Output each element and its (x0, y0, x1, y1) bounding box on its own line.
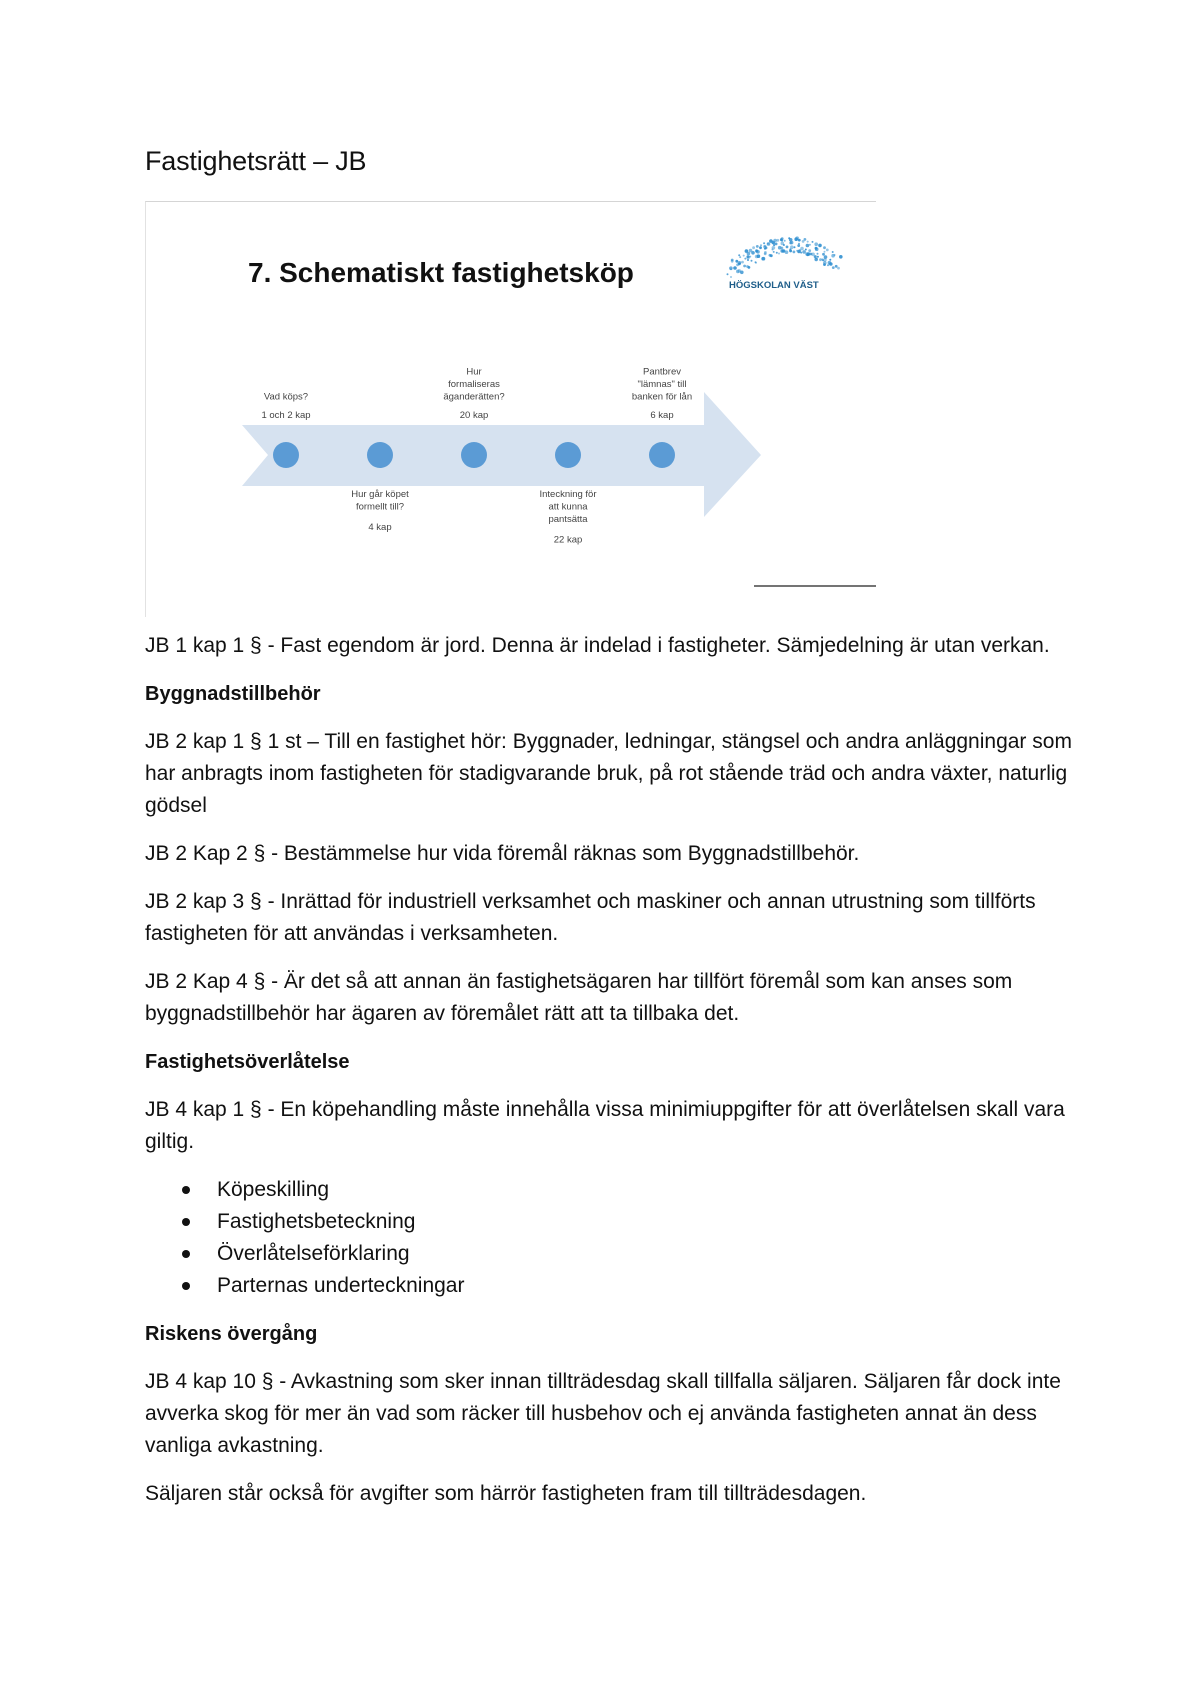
timeline-dot (555, 442, 581, 468)
paragraph-jb1-1: JB 1 kap 1 § - Fast egendom är jord. Denna är indelad i fastigheter. Sämjedelning är utan verkan. (145, 634, 1050, 657)
list-item: Parternas underteckningar (217, 1270, 1080, 1302)
step-chapter-ref: 20 kap (459, 410, 489, 421)
document-body (145, 630, 1080, 1526)
logo-icon (727, 236, 843, 278)
paragraph-jb2-3: JB 2 kap 3 § - Inrättad för industriell verksamhet och maskiner och annan utrustning som tillförts fastigheten för att användas i verksamheten. (145, 890, 1036, 945)
heading-riskens-overgang: Riskens övergång (145, 1323, 318, 1345)
step-text: formellt till? (355, 501, 405, 513)
timeline-step-label (443, 367, 504, 422)
slide-diagram (146, 202, 876, 617)
timeline-dot (649, 442, 675, 468)
step-text: "lämnas" till (637, 379, 687, 390)
list-item: Fastighetsbeteckning (217, 1206, 1080, 1238)
step-chapter-ref: 6 kap (650, 410, 674, 421)
paragraph-saljaren: Säljaren står också för avgifter som härrör fastigheten fram till tillträdesdagen. (145, 1482, 867, 1505)
timeline-dot (367, 442, 393, 468)
timeline-arrow (242, 392, 761, 517)
step-text: banken för lån (631, 391, 693, 403)
timeline-dot (461, 442, 487, 468)
step-text: Hur (466, 366, 482, 378)
list-item: Köpeskilling (217, 1174, 1080, 1206)
timeline-step-label (261, 392, 310, 422)
heading-fastighetsoverlatelse: Fastighetsöverlåtelse (145, 1051, 350, 1073)
slide-image (145, 201, 876, 617)
slide-title: 7. Schematiskt fastighetsköp (248, 257, 634, 288)
page-title: Fastighetsrätt – JB (145, 146, 367, 176)
paragraph-jb2-1: JB 2 kap 1 § 1 st – Till en fastighet hör: Byggnader, ledningar, stängsel och andra anläggningar som har anbragts inom fastigheten för stadigvarande bruk, på rot stående träd och andra växter, naturlig gödsel (145, 730, 1072, 817)
timeline-step-label (351, 489, 409, 533)
step-text: Inteckning för (539, 489, 597, 500)
step-chapter-ref: 1 och 2 kap (261, 410, 311, 421)
step-text: pantsätta (548, 514, 588, 525)
timeline-step-label (632, 367, 692, 422)
step-text: formaliseras (448, 379, 500, 390)
paragraph-jb4-1: JB 4 kap 1 § - En köpehandling måste innehålla vissa minimiuppgifter för att överlåtelsen skall vara giltig. (145, 1098, 1065, 1153)
step-text: Vad köps? (263, 391, 309, 403)
timeline-dot (273, 442, 299, 468)
step-text: att kunna (548, 501, 588, 513)
step-chapter-ref: 22 kap (553, 534, 583, 546)
paragraph-jb2-2: JB 2 Kap 2 § - Bestämmelse hur vida föremål räknas som Byggnadstillbehör. (145, 842, 860, 865)
step-text: Pantbrev (642, 366, 682, 378)
requirements-list (145, 1174, 1080, 1302)
timeline-step-label (539, 489, 596, 546)
heading-byggnadstillbehor: Byggnadstillbehör (145, 683, 321, 705)
step-chapter-ref: 4 kap (368, 522, 392, 533)
paragraph-jb2-4: JB 2 Kap 4 § - Är det så att annan än fastighetsägaren har tillfört föremål som kan anses som byggnadstillbehör har ägaren av föremålet rätt att ta tillbaka det. (145, 970, 1013, 1025)
step-text: äganderätten? (443, 391, 505, 403)
paragraph-jb4-10: JB 4 kap 10 § - Avkastning som sker innan tillträdesdag skall tillfalla säljaren. Säljaren får dock inte avverka skog för mer än vad som räcker till husbehov och ej använda fastigheten annat än dess vanliga avkastning. (145, 1370, 1061, 1457)
step-text: Hur går köpet (351, 489, 409, 500)
logo-text: HÖGSKOLAN VÄST (729, 280, 819, 291)
list-item: Överlåtelseförklaring (217, 1238, 1080, 1270)
